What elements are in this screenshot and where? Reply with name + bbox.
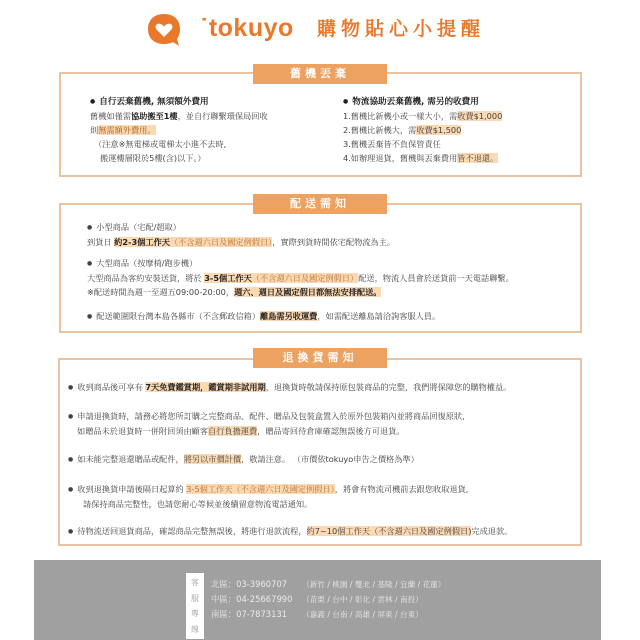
returns-title: 退換貨需知 xyxy=(253,348,387,368)
delivery-small-line: 到貨日 約2-3個工作天（不含週六日及國定例假日），實際到貨時間依宅配物流為主。 xyxy=(87,237,396,247)
old-disposal-left-line1: 舊機如僅需協助搬至1樓，並自行聯繫環保局回收 xyxy=(90,111,268,121)
old-disposal-right-heading: ● 物流協助丟棄舊機, 需另的收費用 xyxy=(343,95,502,109)
old-disposal-left-heading: ● 自行丟棄舊機, 無須額外費用 xyxy=(90,95,268,109)
customer-service-footer xyxy=(34,560,601,640)
brand-name xyxy=(200,13,294,43)
delivery-title: 配送需知 xyxy=(253,194,387,214)
old-disposal-right-item: 2.舊機比新機大，需收費$1,500 xyxy=(343,125,462,135)
delivery-large-line2: ※配送時間為週一至週五09:00-20:00，週六、週日及國定假日都無法安排配送。 xyxy=(87,287,382,297)
hotline-north: 北區：03-3960707 （新竹 / 桃園 / 雙北 / 基隆 / 宜蘭 / 花蓮） xyxy=(211,579,446,589)
old-disposal-left-note1: （注意※無電梯或電梯太小進不去時, xyxy=(94,139,227,149)
old-disposal-left-note2: 搬運樓層限於5樓(含)以下。） xyxy=(100,153,206,163)
delivery-large-heading: ● 大型商品（按摩椅/跑步機） xyxy=(87,256,514,271)
page-header xyxy=(0,0,640,60)
delivery-range: ● 配送範圍限台灣本島各縣市（不含郵政信箱）離島需另收運費，如需配送離島請洽詢客服人員。 xyxy=(87,309,440,324)
old-disposal-title: 舊機丟棄 xyxy=(253,64,387,84)
hotline-central: 中區：04-25667990 （苗栗 / 台中 / 彰化 / 雲林 / 南投） xyxy=(211,594,423,604)
returns-item-1: ● 收到商品後可享有 7天免費鑑賞期，鑑賞期非試用期，退換貨時敬請保持原包裝商品的完整，我們將保障您的購物權益。 xyxy=(68,380,511,395)
hotline-south: 南區：07-7873131 （嘉義 / 台南 / 高雄 / 屏東 / 台東） xyxy=(211,609,423,619)
returns-item-5: ● 待物流送回退貨商品，確認商品完整無誤後，將進行退款流程，約7~10個工作天（不含週六日及國定例假日)完成退款。 xyxy=(68,524,512,539)
returns-item-3: ● 如未能完整退還贈品或配件，將另以市價計價，敬請注意。 （市價依tokuyo申告之價格為準） xyxy=(68,452,419,467)
page-title: 購物貼心小提醒 xyxy=(317,18,486,40)
old-disposal-left-line2: 則無需額外費用。 xyxy=(90,125,156,135)
old-disposal-right-item: 4.如辦理退貨，舊機與丟棄費用皆不退還。 xyxy=(343,153,499,163)
customer-service-tag: 客 服 專 線 xyxy=(186,573,204,639)
old-disposal-right-item: 3.舊機丟棄皆不負保管責任 xyxy=(343,139,441,149)
returns-item-4: ● 收到退換貨申請後隔日起算約 3-5個工作天（不含週六日及國定例假日），將會有物流司機前去跟您收取退貨, 請保持商品完整性，也請您耐心等候並後續留意物流電話通知。 xyxy=(68,482,468,511)
delivery-large xyxy=(87,256,514,299)
old-disposal-right-item: 1.舊機比新機小或一樣大小，需收費$1,000 xyxy=(343,111,503,121)
old-disposal-left xyxy=(90,95,268,165)
brand-text: tokuyo xyxy=(208,14,294,42)
brand-dot: ˙ xyxy=(200,14,209,42)
delivery-small xyxy=(87,220,395,249)
returns-item-2: ● 申請退換貨時，請務必將您所訂購之完整商品、配件、贈品及包裝盒置入於原外包裝箱內並將商品回復原狀, 如贈品未於退貨時一併附回須由顧客自行負擔運費，贈品寄回待倉庫確認無誤後方可退貨。 xyxy=(68,409,465,438)
heart-speech-bubble-icon xyxy=(146,12,182,48)
old-disposal-right xyxy=(343,95,502,165)
delivery-small-heading: ● 小型商品（宅配/超取） xyxy=(87,220,395,235)
delivery-large-line1: 大型商品為客約安裝送貨，將於 3-5個工作天（不含週六日及國定例假日）配送，物流人員會於送貨前一天電話聯繫。 xyxy=(87,273,514,283)
